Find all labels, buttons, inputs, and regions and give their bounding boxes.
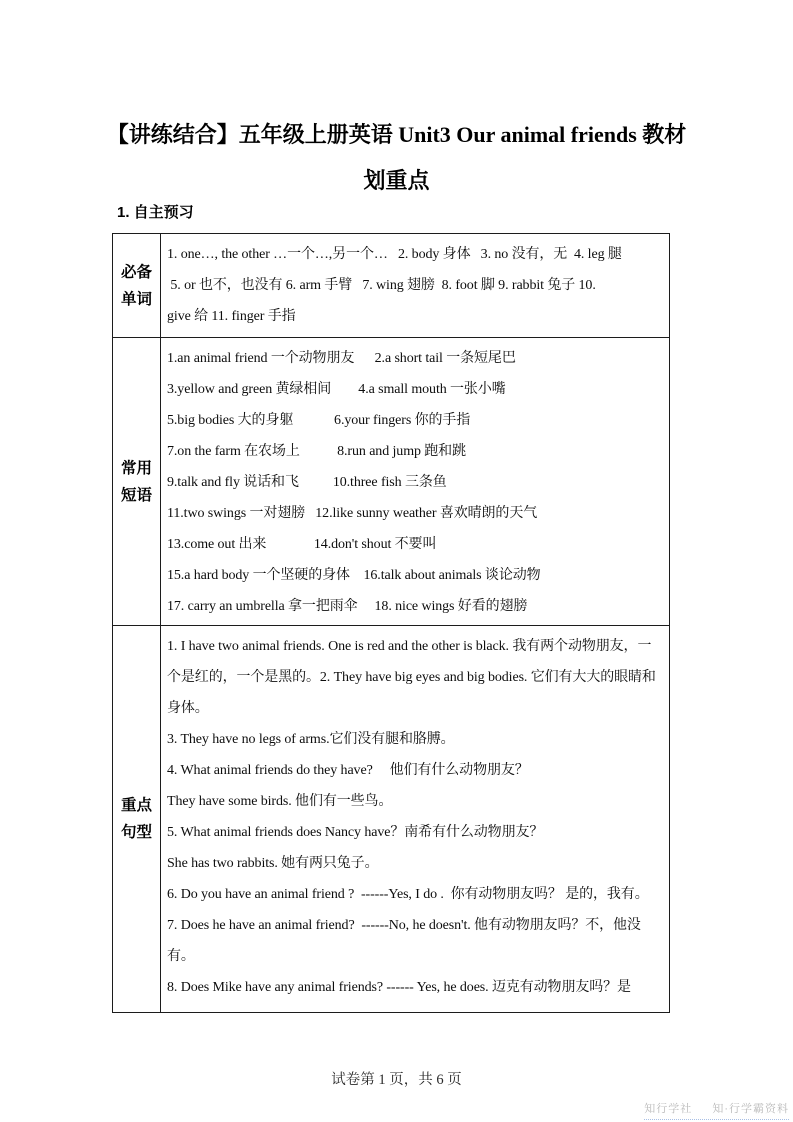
table-row	[113, 626, 670, 1013]
row-header-line: 必备	[120, 263, 152, 281]
row-content-cell	[161, 338, 670, 626]
content-line: 7. Does he have an animal friend? ------No, he doesn't. 他有动物朋友吗？不，他没	[167, 918, 641, 933]
content-line: 7.on the farm 在农场上 8.run and jump 跑和跳	[167, 444, 466, 459]
row-content-cell	[161, 626, 670, 1013]
content-line: 1. one…, the other …一个…,另一个… 2. body 身体 3. no 没有，无 4. leg 腿	[167, 247, 622, 262]
content-line: 3. They have no legs of arms.它们没有腿和胳膊。	[167, 732, 455, 747]
content-line: 5.big bodies 大的身躯 6.your fingers 你的手指	[167, 413, 471, 428]
content-line: 13.come out 出来 14.don't shout 不要叫	[167, 537, 437, 552]
content-line: They have some birds. 他们有一些鸟。	[167, 794, 393, 809]
row-header-cell	[113, 626, 161, 1013]
table-row	[113, 234, 670, 338]
row-header-cell	[113, 338, 161, 626]
row-header-line: 短语	[120, 486, 152, 504]
content-line: 17. carry an umbrella 拿一把雨伞 18. nice wings 好看的翅膀	[167, 599, 528, 614]
row-content-cell	[161, 234, 670, 338]
content-line: 11.two swings 一对翅膀 12.like sunny weather 喜欢晴朗的天气	[167, 506, 538, 521]
content-line: 个是红的，一个是黑的。2. They have big eyes and big bodies. 它们有大大的眼睛和	[167, 670, 656, 685]
title-line-1: 【讲练结合】五年级上册英语 Unit3 Our animal friends 教材	[106, 122, 687, 147]
content-line: 9.talk and fly 说话和飞 10.three fish 三条鱼	[167, 475, 447, 490]
watermark-left-text: 知行学社	[644, 1103, 693, 1115]
row-header-line: 常用	[120, 459, 152, 477]
content-line: 3.yellow and green 黄绿相间 4.a small mouth 一张小嘴	[167, 382, 506, 397]
content-line: 5. or 也不，也没有 6. arm 手臂 7. wing 翅膀 8. foot 脚 9. rabbit 兔子 10.	[167, 278, 596, 293]
title-line-2: 划重点	[363, 168, 430, 193]
content-line: 8. Does Mike have any animal friends? ------ Yes, he does. 迈克有动物朋友吗？是	[167, 980, 631, 995]
watermark-right-text: 知·行学霸资料	[712, 1103, 789, 1115]
row-header-line: 单词	[120, 290, 152, 308]
content-line: 6. Do you have an animal friend ? ------Yes, I do . 你有动物朋友吗？ 是的，我有。	[167, 887, 649, 902]
content-line: 1.an animal friend 一个动物朋友 2.a short tail 一条短尾巴	[167, 351, 516, 366]
section-heading: 1. 自主预习	[117, 204, 194, 221]
content-line: 4. What animal friends do they have? 他们有什么动物朋友？	[167, 763, 529, 778]
content-line: She has two rabbits. 她有两只兔子。	[167, 856, 379, 871]
content-line: 身体。	[167, 701, 209, 716]
document-title	[0, 112, 793, 204]
table-row	[113, 338, 670, 626]
study-points-table	[112, 233, 670, 1013]
watermark	[644, 1100, 789, 1120]
content-line: 15.a hard body 一个坚硬的身体 16.talk about animals 谈论动物	[167, 568, 541, 583]
row-header-cell	[113, 234, 161, 338]
content-line: 5. What animal friends does Nancy have？南希有什么动物朋友？	[167, 825, 544, 840]
content-line: 有。	[167, 949, 195, 964]
row-header-line: 句型	[120, 824, 152, 841]
content-line: 1. I have two animal friends. One is red and the other is black. 我有两个动物朋友，一	[167, 639, 652, 654]
page-footer: 试卷第 1 页，共 6 页	[331, 1072, 462, 1088]
content-line: give 给 11. finger 手指	[167, 309, 296, 324]
row-header-line: 重点	[120, 797, 152, 814]
